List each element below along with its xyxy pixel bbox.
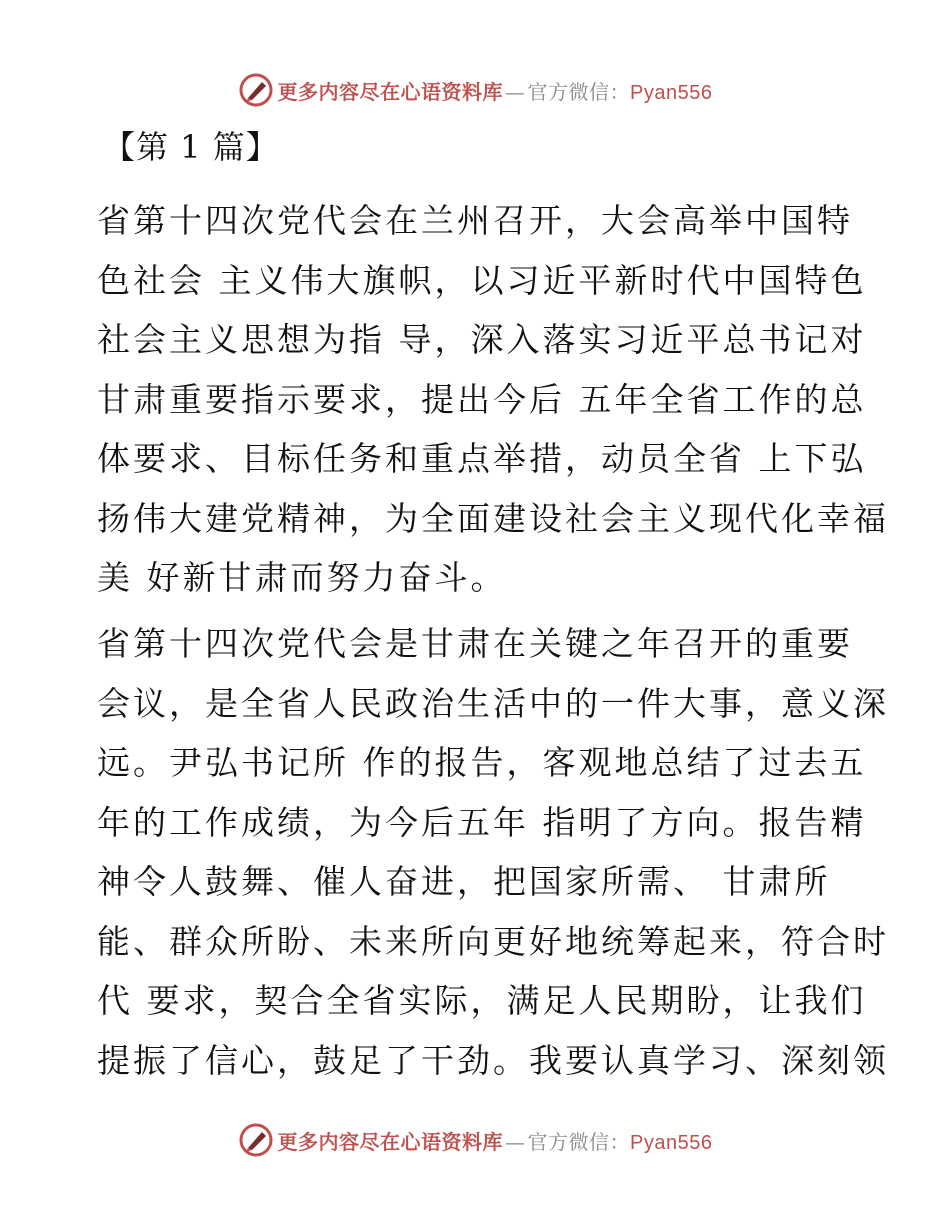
watermark-text: [278, 76, 713, 105]
text-line: 能、群众所盼、未来所向更好地统筹起来，符合时: [97, 921, 889, 961]
text-line: 年的工作成绩，为今后五年 指明了方向。报告精: [97, 802, 867, 842]
text-line: 美 好新甘肃而努力奋斗。: [97, 558, 507, 597]
text-line: 扬伟大建党精神，为全面建设社会主义现代化幸福: [97, 498, 889, 538]
paragraph-2: [97, 614, 889, 1090]
watermark-brand: 官方微信：: [527, 1129, 631, 1154]
text-line: 体要求、目标任务和重点举措，动员全省 上下弘: [97, 439, 867, 478]
watermark-main: 更多内容尽在心语资料库: [277, 79, 504, 104]
text-line: 提振了信心，鼓足了干劲。我要认真学习、深刻领: [97, 1040, 889, 1080]
section-heading: 【第 1 篇】: [103, 128, 279, 166]
watermark-brand: 官方微信：: [527, 79, 631, 104]
text-line: 神令人鼓舞、催人奋进，把国家所需、 甘肃所: [97, 862, 831, 901]
text-line: 色社会 主义伟大旗帜，以习近平新时代中国特色: [97, 260, 867, 300]
watermark-main: 更多内容尽在心语资料库: [277, 1129, 504, 1154]
watermark-id: Pyan556: [630, 81, 713, 104]
text-line: 甘肃重要指示要求，提出今后 五年全省工作的总: [97, 379, 867, 419]
text-line: 会议，是全省人民政治生活中的一件大事，意义深: [97, 683, 889, 723]
watermark-separator: —: [505, 79, 526, 104]
text-line: 社会主义思想为指 导，深入落实习近平总书记对: [97, 320, 867, 359]
watermark-id: Pyan556: [630, 1131, 713, 1154]
text-line: 远。尹弘书记所 作的报告，客观地总结了过去五: [97, 743, 867, 782]
watermark-text: [278, 1126, 713, 1155]
pen-logo-icon: [238, 72, 274, 108]
watermark-header: [0, 70, 950, 110]
pen-logo-icon: [238, 1122, 274, 1158]
watermark-footer: [0, 1120, 950, 1160]
paragraph-1: [97, 191, 889, 608]
text-line: 省第十四次党代会是甘肃在关键之年召开的重要: [97, 624, 853, 663]
watermark-separator: —: [505, 1129, 526, 1154]
text-line: 省第十四次党代会在兰州召开，大会高举中国特: [97, 201, 853, 240]
text-line: 代 要求，契合全省实际，满足人民期盼，让我们: [97, 981, 867, 1020]
